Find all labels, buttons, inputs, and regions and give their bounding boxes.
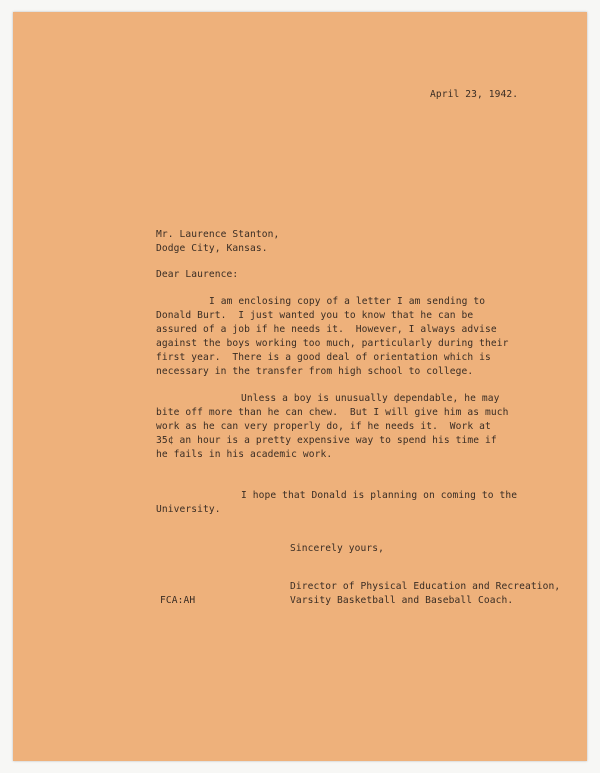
signature-title-line-1: Director of Physical Education and Recreation, bbox=[290, 581, 561, 592]
recipient-location: Dodge City, Kansas. bbox=[156, 243, 268, 254]
salutation: Dear Laurence: bbox=[156, 269, 239, 280]
paragraph-line: I hope that Donald is planning on coming to the bbox=[241, 490, 518, 501]
paragraph-line: assured of a job if he needs it. However, I always advise bbox=[156, 324, 497, 335]
letter-date: April 23, 1942. bbox=[430, 89, 519, 100]
signature-title-line-2: Varsity Basketball and Baseball Coach. bbox=[290, 595, 514, 606]
paragraph-line: University. bbox=[156, 504, 221, 515]
paragraph-line: 35¢ an hour is a pretty expensive way to spend his time if bbox=[156, 435, 497, 446]
closing: Sincerely yours, bbox=[290, 543, 385, 554]
reference-initials: FCA:AH bbox=[160, 595, 196, 606]
paragraph-line: Donald Burt. I just wanted you to know that he can be bbox=[156, 310, 474, 321]
paragraph-line: necessary in the transfer from high school to college. bbox=[156, 366, 474, 377]
recipient-name: Mr. Laurence Stanton, bbox=[156, 229, 280, 240]
paragraph-line: I am enclosing copy of a letter I am sending to bbox=[209, 296, 486, 307]
letter-page bbox=[13, 12, 587, 761]
paragraph-line: first year. There is a good deal of orientation which is bbox=[156, 352, 491, 363]
paragraph-line: he fails in his academic work. bbox=[156, 449, 333, 460]
paragraph-line: work as he can very properly do, if he needs it. Work at bbox=[156, 421, 491, 432]
paragraph-line: against the boys working too much, particularly during their bbox=[156, 338, 509, 349]
paragraph-line: Unless a boy is unusually dependable, he may bbox=[241, 393, 500, 404]
paragraph-line: bite off more than he can chew. But I will give him as much bbox=[156, 407, 509, 418]
